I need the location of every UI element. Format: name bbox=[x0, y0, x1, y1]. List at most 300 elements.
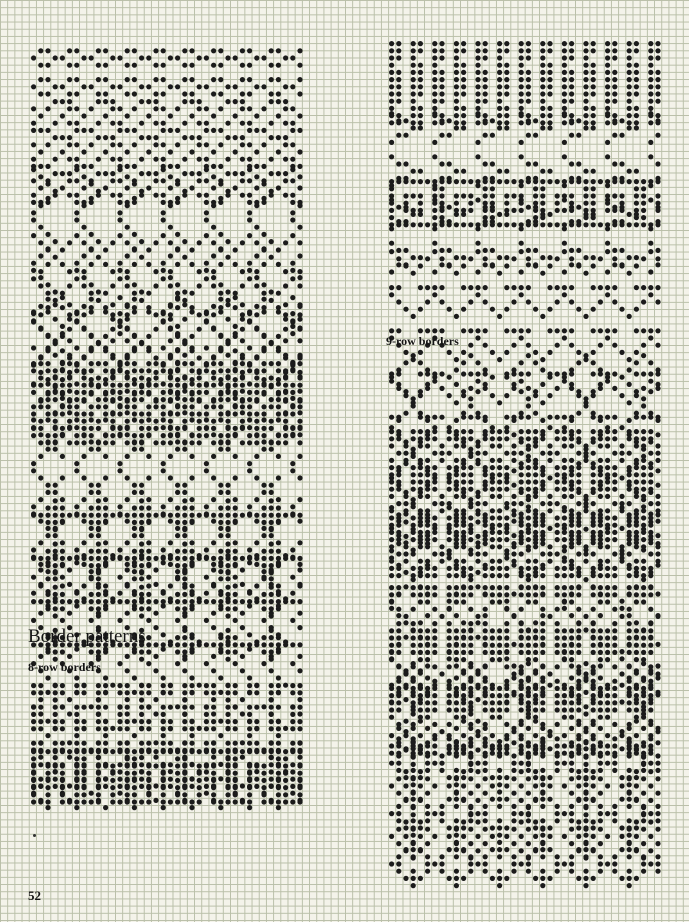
stitch-dot bbox=[125, 513, 130, 518]
stitch-dot bbox=[31, 461, 36, 466]
stitch-dot bbox=[81, 792, 86, 797]
stitch-dot bbox=[211, 668, 216, 673]
stitch-dot bbox=[533, 643, 538, 648]
stitch-dot bbox=[425, 479, 430, 484]
stitch-dot bbox=[182, 404, 187, 409]
stitch-dot bbox=[96, 189, 101, 194]
stitch-dot bbox=[197, 106, 202, 111]
stitch-dot bbox=[211, 705, 216, 710]
stitch-dot bbox=[67, 63, 72, 68]
stitch-dot bbox=[490, 635, 495, 640]
stitch-dot bbox=[74, 63, 79, 68]
stitch-dot bbox=[139, 705, 144, 710]
stitch-dot bbox=[125, 174, 130, 179]
stitch-dot bbox=[254, 174, 259, 179]
stitch-dot bbox=[81, 174, 86, 179]
stitch-dot bbox=[655, 367, 660, 372]
stitch-dot bbox=[612, 451, 617, 456]
stitch-dot bbox=[74, 48, 79, 53]
stitch-dot bbox=[540, 621, 545, 626]
stitch-dot bbox=[425, 563, 430, 568]
stitch-dot bbox=[439, 99, 444, 104]
stitch-dot bbox=[189, 749, 194, 754]
stitch-dot bbox=[562, 179, 567, 184]
stitch-dot bbox=[533, 628, 538, 633]
stitch-dot bbox=[641, 222, 646, 227]
stitch-dot bbox=[627, 436, 632, 441]
stitch-dot bbox=[225, 513, 230, 518]
stitch-dot bbox=[96, 361, 101, 366]
stitch-dot bbox=[297, 475, 302, 480]
stitch-dot bbox=[627, 592, 632, 597]
stitch-dot bbox=[261, 84, 266, 89]
stitch-dot bbox=[569, 494, 574, 499]
stitch-dot bbox=[454, 429, 459, 434]
stitch-dot bbox=[648, 472, 653, 477]
stitch-dot bbox=[619, 208, 624, 213]
stitch-dot bbox=[533, 208, 538, 213]
stitch-dot bbox=[60, 368, 65, 373]
stitch-dot bbox=[576, 534, 581, 539]
stitch-dot bbox=[45, 505, 50, 510]
stitch-dot bbox=[290, 142, 295, 147]
stitch-dot bbox=[204, 55, 209, 60]
stitch-dot bbox=[418, 443, 423, 448]
stitch-dot bbox=[627, 479, 632, 484]
stitch-dot bbox=[146, 404, 151, 409]
stitch-dot bbox=[45, 345, 50, 350]
stitch-dot bbox=[103, 475, 108, 480]
stitch-dot bbox=[562, 494, 567, 499]
stitch-dot bbox=[511, 418, 516, 423]
stitch-dot bbox=[240, 749, 245, 754]
stitch-dot bbox=[125, 383, 130, 388]
stitch-dot bbox=[233, 785, 238, 790]
stitch-dot bbox=[117, 390, 122, 395]
stitch-dot bbox=[389, 436, 394, 441]
stitch-dot bbox=[533, 133, 538, 138]
stitch-dot bbox=[648, 570, 653, 575]
stitch-dot bbox=[447, 472, 452, 477]
stitch-dot bbox=[591, 650, 596, 655]
stitch-dot bbox=[547, 179, 552, 184]
stitch-dot bbox=[240, 338, 245, 343]
stitch-dot bbox=[31, 128, 36, 133]
stitch-dot bbox=[569, 512, 574, 517]
stitch-dot bbox=[598, 650, 603, 655]
stitch-dot bbox=[425, 436, 430, 441]
stitch-dot bbox=[146, 683, 151, 688]
stitch-dot bbox=[511, 285, 516, 290]
stitch-dot bbox=[454, 643, 459, 648]
stitch-dot bbox=[125, 690, 130, 695]
stitch-dot bbox=[146, 785, 151, 790]
stitch-dot bbox=[254, 225, 259, 230]
stitch-dot bbox=[447, 555, 452, 560]
stitch-dot bbox=[418, 201, 423, 206]
stitch-dot bbox=[591, 360, 596, 365]
stitch-dot bbox=[240, 48, 245, 53]
stitch-dot bbox=[204, 142, 209, 147]
stitch-dot bbox=[526, 70, 531, 75]
stitch-dot bbox=[74, 683, 79, 688]
stitch-dot bbox=[634, 360, 639, 365]
stitch-dot bbox=[641, 299, 646, 304]
stitch-dot bbox=[139, 553, 144, 558]
stitch-dot bbox=[475, 111, 480, 116]
stitch-dot bbox=[511, 208, 516, 213]
stitch-dot bbox=[132, 505, 137, 510]
stitch-dot bbox=[454, 77, 459, 82]
stitch-dot bbox=[38, 361, 43, 366]
stitch-dot bbox=[161, 589, 166, 594]
stitch-dot bbox=[396, 592, 401, 597]
stitch-dot bbox=[634, 285, 639, 290]
stitch-dot bbox=[511, 299, 516, 304]
stitch-dot bbox=[283, 639, 288, 644]
stitch-dot bbox=[283, 763, 288, 768]
stitch-dot bbox=[634, 465, 639, 470]
stitch-dot bbox=[562, 479, 567, 484]
stitch-dot bbox=[562, 99, 567, 104]
stitch-dot bbox=[81, 475, 86, 480]
stitch-dot bbox=[483, 367, 488, 372]
stitch-dot bbox=[526, 429, 531, 434]
stitch-dot bbox=[117, 404, 122, 409]
stitch-dot bbox=[504, 607, 509, 612]
stitch-dot bbox=[96, 541, 101, 546]
stitch-dot bbox=[233, 756, 238, 761]
stitch-dot bbox=[605, 479, 610, 484]
stitch-dot bbox=[218, 309, 223, 314]
stitch-dot bbox=[168, 719, 173, 724]
stitch-dot bbox=[31, 404, 36, 409]
stitch-dot bbox=[132, 589, 137, 594]
stitch-dot bbox=[504, 592, 509, 597]
stitch-dot bbox=[454, 418, 459, 423]
stitch-dot bbox=[627, 650, 632, 655]
stitch-dot bbox=[125, 128, 130, 133]
stitch-dot bbox=[519, 208, 524, 213]
stitch-dot bbox=[526, 436, 531, 441]
stitch-dot bbox=[269, 527, 274, 532]
stitch-dot bbox=[153, 749, 158, 754]
stitch-dot bbox=[526, 222, 531, 227]
stitch-dot bbox=[490, 222, 495, 227]
stitch-dot bbox=[240, 91, 245, 96]
stitch-dot bbox=[490, 208, 495, 213]
stitch-dot bbox=[31, 712, 36, 717]
stitch-dot bbox=[31, 756, 36, 761]
stitch-dot bbox=[526, 55, 531, 60]
stitch-dot bbox=[533, 635, 538, 640]
stitch-dot bbox=[483, 635, 488, 640]
stitch-dot bbox=[497, 465, 502, 470]
stitch-dot bbox=[389, 443, 394, 448]
stitch-dot bbox=[612, 299, 617, 304]
stitch-dot bbox=[634, 84, 639, 89]
stitch-dot bbox=[276, 390, 281, 395]
stitch-dot bbox=[612, 208, 617, 213]
stitch-dot bbox=[60, 331, 65, 336]
stitch-dot bbox=[641, 215, 646, 220]
stitch-dot bbox=[53, 763, 58, 768]
stitch-dot bbox=[53, 705, 58, 710]
stitch-dot bbox=[475, 443, 480, 448]
stitch-dot bbox=[591, 208, 596, 213]
stitch-dot bbox=[418, 592, 423, 597]
stitch-dot bbox=[297, 128, 302, 133]
stitch-dot bbox=[627, 55, 632, 60]
stitch-dot bbox=[447, 222, 452, 227]
stitch-dot bbox=[569, 643, 574, 648]
stitch-dot bbox=[290, 84, 295, 89]
stitch-dot bbox=[655, 84, 660, 89]
stitch-dot bbox=[81, 113, 86, 118]
stitch-dot bbox=[175, 439, 180, 444]
stitch-dot bbox=[468, 628, 473, 633]
stitch-dot bbox=[533, 443, 538, 448]
stitch-dot bbox=[146, 432, 151, 437]
stitch-dot bbox=[612, 465, 617, 470]
stitch-dot bbox=[562, 555, 567, 560]
stitch-dot bbox=[569, 458, 574, 463]
stitch-dot bbox=[605, 63, 610, 68]
stitch-dot bbox=[418, 472, 423, 477]
stitch-dot bbox=[168, 432, 173, 437]
stitch-dot bbox=[411, 479, 416, 484]
stitch-dot bbox=[269, 447, 274, 452]
stitch-dot bbox=[153, 404, 158, 409]
stitch-dot bbox=[612, 70, 617, 75]
stitch-dot bbox=[67, 404, 72, 409]
stitch-dot bbox=[182, 121, 187, 126]
stitch-dot bbox=[396, 41, 401, 46]
stitch-dot bbox=[648, 479, 653, 484]
stitch-dot bbox=[605, 472, 610, 477]
stitch-dot bbox=[403, 451, 408, 456]
stitch-dot bbox=[389, 429, 394, 434]
stitch-dot bbox=[261, 55, 266, 60]
stitch-dot bbox=[103, 63, 108, 68]
stitch-dot bbox=[276, 690, 281, 695]
stitch-dot bbox=[583, 84, 588, 89]
stitch-dot bbox=[540, 91, 545, 96]
stitch-dot bbox=[276, 513, 281, 518]
stitch-dot bbox=[297, 432, 302, 437]
stitch-dot bbox=[182, 383, 187, 388]
stitch-dot bbox=[411, 621, 416, 626]
stitch-dot bbox=[612, 118, 617, 123]
stitch-dot bbox=[297, 91, 302, 96]
stitch-dot bbox=[153, 567, 158, 572]
stitch-dot bbox=[283, 99, 288, 104]
stitch-dot bbox=[261, 513, 266, 518]
stitch-dot bbox=[504, 436, 509, 441]
stitch-dot bbox=[504, 84, 509, 89]
stitch-dot bbox=[418, 360, 423, 365]
stitch-dot bbox=[89, 181, 94, 186]
stitch-dot bbox=[233, 99, 238, 104]
stitch-dot bbox=[211, 778, 216, 783]
stitch-dot bbox=[283, 778, 288, 783]
stitch-dot bbox=[89, 383, 94, 388]
stitch-dot bbox=[139, 390, 144, 395]
stitch-dot bbox=[411, 650, 416, 655]
stitch-dot bbox=[110, 135, 115, 140]
stitch-dot bbox=[569, 563, 574, 568]
stitch-dot bbox=[297, 690, 302, 695]
stitch-dot bbox=[454, 55, 459, 60]
stitch-dot bbox=[146, 390, 151, 395]
stitch-dot bbox=[117, 167, 122, 172]
stitch-dot bbox=[627, 179, 632, 184]
stitch-dot bbox=[396, 643, 401, 648]
stitch-dot bbox=[240, 142, 245, 147]
stitch-dot bbox=[555, 607, 560, 612]
stitch-dot bbox=[519, 436, 524, 441]
stitch-dot bbox=[432, 635, 437, 640]
stitch-dot bbox=[89, 483, 94, 488]
stitch-dot bbox=[475, 63, 480, 68]
stitch-dot bbox=[117, 383, 122, 388]
stitch-dot bbox=[511, 614, 516, 619]
stitch-dot bbox=[31, 217, 36, 222]
stitch-dot bbox=[605, 285, 610, 290]
stitch-dot bbox=[483, 418, 488, 423]
stitch-dot bbox=[627, 541, 632, 546]
stitch-dot bbox=[569, 70, 574, 75]
stitch-dot bbox=[269, 726, 274, 731]
stitch-dot bbox=[189, 560, 194, 565]
stitch-dot bbox=[67, 383, 72, 388]
stitch-dot bbox=[634, 443, 639, 448]
stitch-dot bbox=[504, 621, 509, 626]
stitch-dot bbox=[146, 513, 151, 518]
stitch-dot bbox=[432, 215, 437, 220]
stitch-dot bbox=[627, 418, 632, 423]
stitch-dot bbox=[648, 222, 653, 227]
stitch-dot bbox=[447, 650, 452, 655]
stitch-dot bbox=[526, 328, 531, 333]
stitch-dot bbox=[655, 41, 660, 46]
stitch-dot bbox=[432, 77, 437, 82]
stitch-dot bbox=[540, 55, 545, 60]
stitch-dot bbox=[497, 479, 502, 484]
stitch-dot bbox=[269, 611, 274, 616]
stitch-dot bbox=[396, 77, 401, 82]
stitch-dot bbox=[81, 128, 86, 133]
stitch-dot bbox=[475, 494, 480, 499]
stitch-dot bbox=[67, 157, 72, 162]
stitch-dot bbox=[290, 368, 295, 373]
stitch-dot bbox=[276, 763, 281, 768]
stitch-dot bbox=[403, 443, 408, 448]
stitch-dot bbox=[161, 632, 166, 637]
stitch-dot bbox=[605, 201, 610, 206]
stitch-dot bbox=[182, 683, 187, 688]
stitch-dot bbox=[247, 77, 252, 82]
stitch-dot bbox=[247, 210, 252, 215]
stitch-dot bbox=[247, 425, 252, 430]
stitch-dot bbox=[247, 157, 252, 162]
stitch-dot bbox=[269, 705, 274, 710]
stitch-dot bbox=[468, 222, 473, 227]
stitch-dot bbox=[96, 439, 101, 444]
stitch-dot bbox=[67, 48, 72, 53]
stitch-dot bbox=[461, 285, 466, 290]
stitch-dot bbox=[283, 368, 288, 373]
stitch-dot bbox=[439, 201, 444, 206]
stitch-dot bbox=[418, 643, 423, 648]
stitch-dot bbox=[261, 262, 266, 267]
stitch-dot bbox=[96, 582, 101, 587]
stitch-dot bbox=[233, 324, 238, 329]
stitch-dot bbox=[519, 55, 524, 60]
stitch-dot bbox=[189, 404, 194, 409]
stitch-dot bbox=[96, 654, 101, 659]
stitch-dot bbox=[641, 465, 646, 470]
stitch-dot bbox=[641, 592, 646, 597]
stitch-dot bbox=[497, 169, 502, 174]
stitch-dot bbox=[389, 55, 394, 60]
stitch-dot bbox=[562, 628, 567, 633]
stitch-dot bbox=[533, 215, 538, 220]
stitch-dot bbox=[125, 149, 130, 154]
stitch-dot bbox=[627, 512, 632, 517]
stitch-dot bbox=[269, 498, 274, 503]
stitch-dot bbox=[31, 705, 36, 710]
stitch-dot bbox=[125, 582, 130, 587]
stitch-dot bbox=[96, 690, 101, 695]
stitch-dot bbox=[254, 397, 259, 402]
stitch-dot bbox=[225, 135, 230, 140]
stitch-dot bbox=[189, 705, 194, 710]
stitch-dot bbox=[562, 292, 567, 297]
stitch-dot bbox=[533, 307, 538, 312]
stitch-dot bbox=[283, 397, 288, 402]
stitch-dot bbox=[583, 70, 588, 75]
stitch-dot bbox=[31, 345, 36, 350]
stitch-dot bbox=[641, 179, 646, 184]
stitch-dot bbox=[247, 675, 252, 680]
stitch-dot bbox=[38, 719, 43, 724]
stitch-dot bbox=[283, 390, 288, 395]
stitch-dot bbox=[233, 404, 238, 409]
stitch-dot bbox=[598, 256, 603, 261]
stitch-dot bbox=[468, 429, 473, 434]
stitch-dot bbox=[31, 309, 36, 314]
stitch-dot bbox=[197, 639, 202, 644]
stitch-dot bbox=[627, 607, 632, 612]
stitch-dot bbox=[125, 756, 130, 761]
stitch-dot bbox=[38, 799, 43, 804]
stitch-dot bbox=[254, 596, 259, 601]
stitch-dot bbox=[233, 84, 238, 89]
stitch-dot bbox=[297, 654, 302, 659]
stitch-dot bbox=[53, 390, 58, 395]
stitch-dot bbox=[211, 174, 216, 179]
stitch-dot bbox=[218, 48, 223, 53]
stitch-dot bbox=[634, 479, 639, 484]
stitch-dot bbox=[81, 705, 86, 710]
stitch-dot bbox=[218, 63, 223, 68]
stitch-dot bbox=[461, 70, 466, 75]
stitch-dot bbox=[161, 276, 166, 281]
stitch-dot bbox=[591, 285, 596, 290]
stitch-dot bbox=[269, 404, 274, 409]
stitch-dot bbox=[247, 361, 252, 366]
